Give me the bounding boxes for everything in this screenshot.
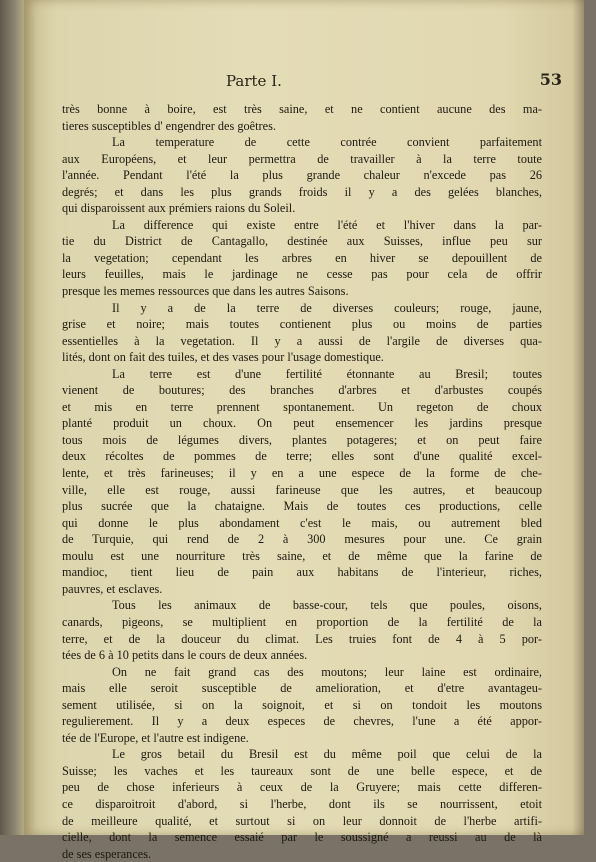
text-line: et mis en terre prennent spontanement. Un regeton de choux [62,399,542,414]
text-line: moulu est une nourriture très saine, et de même que la farine de [62,548,542,563]
text-line: La difference qui existe entre l'été et l'hiver dans la par- [112,217,542,232]
text-line: ce disparoitroit d'abord, si l'herbe, dont ils se nourrissent, etoit [62,796,542,811]
text-line: Il y a de la terre de diverses couleurs; rouge, jaune, [112,300,542,315]
text-line: de meilleure qualité, et surtout si on leur donnoit de l'herbe artifi- [62,813,542,828]
text-line: lités, dont on fait des tuiles, et des vases pour l'usage domestique. [62,350,384,365]
text-line: tous mois de légumes divers, plantes potageres; et on peut faire [62,432,542,447]
text-line: la vegetation; cependant les arbres en hiver se depouillent de [62,250,542,265]
text-line: mandioc, tient lieu de pain aux habitans de l'interieur, riches, [62,565,542,580]
text-line: tie du District de Cantagallo, destinée aux Suisses, influe peu sur [62,234,542,249]
text-line: tieres susceptibles d' engendrer des goêtres. [62,118,276,133]
text-line: Le gros betail du Bresil est du même poil que celui de la [112,747,542,762]
text-line: tée de l'Europe, et l'autre est indigene. [62,730,249,745]
text-line: peu de chose inferieurs à ceux de la Gruyere; mais cette differen- [62,780,542,795]
text-line: aux Européens, et leur permettra de travailler à la terre toute [62,151,542,166]
text-line: canards, pigeons, se multiplient en proportion de la fertilité de la [62,614,542,629]
text-line: ville, elle est rouge, aussi farineuse que les autres, et beaucoup [62,482,542,497]
text-line: terre, et de la douceur du climat. Les truies font de 4 à 5 por- [62,631,542,646]
text-line: vienent de boutures; des branches d'arbres et d'arbustes coupés [62,383,542,398]
text-line: plus sucrée que la chataigne. Mais de toutes ces productions, celle [62,499,542,514]
text-line: de ses esperances. [62,846,152,861]
text-line: l'année. Pendant l'été la plus grande chaleur n'excede pas 26 [62,168,542,183]
text-line: presque les memes ressources que dans les autres Saisons. [62,284,349,299]
text-line: deux récoltes de pommes de terre; elles sont d'une qualité excel- [62,449,542,464]
text-line: cielle, dont la semence essaié par le soussigné a reussi au de là [62,830,542,845]
text-line: regulierement. Il y a deux especes de chevres, l'une a été appor- [62,714,542,729]
page-edge-shadow [572,0,584,835]
text-line: planté produit un choux. On peut ensemencer les jardins presque [62,416,542,431]
text-line: degrés; et dans les plus grands froids il y a des gelées blanches, [62,184,542,199]
text-line: de Turquie, qui rend de 2 à 300 mesures pour une. Ce grain [62,532,542,547]
body-text [62,101,542,862]
text-line: pauvres, et esclaves. [62,581,163,596]
text-line: La terre est d'une fertilité étonnante au Bresil; toutes [112,366,542,381]
book-binding-shadow [0,0,24,835]
text-line: Tous les animaux de basse-cour, tels que poules, oisons, [112,598,542,613]
text-line: On ne fait grand cas des moutons; leur laine est ordinaire, [112,664,542,679]
text-line: tées de 6 à 10 petits dans le cours de deux années. [62,648,308,663]
text-line: très bonne à boire, est très saine, et ne contient aucune des ma- [62,102,542,116]
text-line: leurs feuilles, mais le jardinage ne cesse pas pour cela de offrir [62,267,542,282]
text-line: La temperature de cette contrée convient parfaitement [112,135,542,150]
text-line: Suisse; les vaches et les taureaux sont de une belle espece, et de [62,763,542,778]
text-line: grise et noire; mais toutes contienent plus ou moins de parties [62,317,542,332]
running-title: Parte I. [226,72,282,90]
text-line: mais elle seroit susceptible de amelioration, et d'etre avantageu- [62,681,542,696]
text-line: qui disparoissent aux prémiers raions du Soleil. [62,201,296,216]
text-line: essentielles à la vegetation. Il y a aussi de l'argile de diverses qua- [62,333,542,348]
text-line: lente, et très farineuses; il y en a une espece de la forme de che- [62,466,542,481]
text-line: sement utilisée, si on la soignoit, et si on tondoit les moutons [62,697,542,712]
page-number: 53 [539,70,562,89]
text-line: qui donne le plus abondament c'est le mais, ou autrement bled [62,515,542,530]
